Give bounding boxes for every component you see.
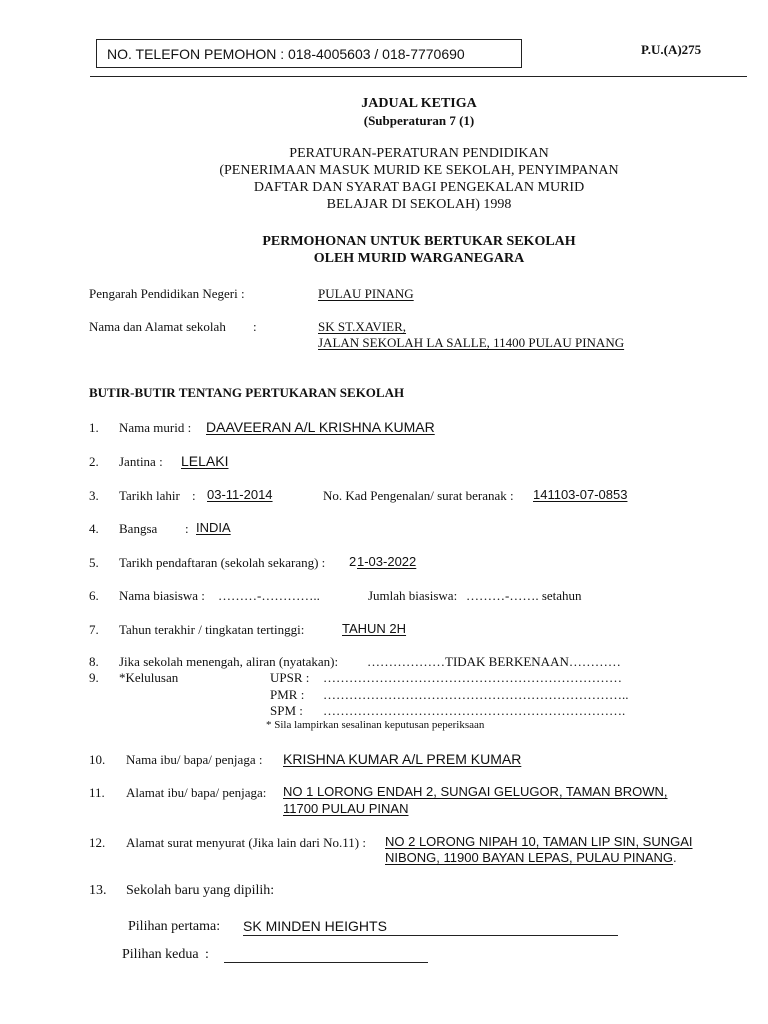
registration-date-prefix: 2 — [349, 554, 357, 569]
regulation-line: BELAJAR DI SEKOLAH) 1998 — [326, 197, 512, 212]
second-choice-line — [224, 962, 428, 963]
schedule-title: JADUAL KETIGA — [361, 96, 477, 111]
school-address-value: JALAN SEKOLAH LA SALLE, 11400 PULAU PINANG — [318, 335, 625, 350]
subregulation-label: (Subperaturan 7 (1) — [363, 113, 475, 128]
school-name-value: SK ST.XAVIER, — [318, 319, 407, 334]
race-colon: : — [185, 521, 189, 536]
phone-number-box — [96, 39, 522, 68]
first-choice-line — [243, 935, 618, 936]
spm-value: ……………………………………………………………. — [323, 703, 626, 718]
item-number: 3. — [89, 488, 99, 503]
item-number: 1. — [89, 420, 99, 435]
item-number: 6. — [89, 588, 99, 603]
student-name-label: Nama murid : — [119, 420, 192, 435]
regulation-line: PERATURAN-PERATURAN PENDIDIKAN — [289, 146, 549, 161]
second-choice-colon: : — [205, 947, 209, 962]
stream-value: ………………TIDAK BERKENAAN………… — [367, 654, 621, 669]
first-choice-label: Pilihan pertama: — [128, 919, 221, 934]
form-title-line: PERMOHONAN UNTUK BERTUKAR SEKOLAH — [262, 234, 576, 249]
dob-label: Tarikh lahir — [119, 488, 180, 503]
last-year-label: Tahun terakhir / tingkatan tertinggi: — [119, 622, 305, 637]
registration-date-label: Tarikh pendaftaran (sekolah sekarang) : — [119, 555, 326, 570]
item-number: 9. — [89, 670, 99, 685]
stream-label: Jika sekolah menengah, aliran (nyatakan): — [119, 654, 339, 669]
regulation-ref-code: P.U.(A)275 — [641, 42, 702, 57]
regulation-line: DAFTAR DAN SYARAT BAGI PENGEKALAN MURID — [253, 180, 585, 195]
results-label: *Kelulusan — [119, 670, 179, 685]
parent-name-label: Nama ibu/ bapa/ penjaga : — [126, 752, 263, 767]
race-label: Bangsa — [119, 521, 158, 536]
mailing-address-label: Alamat surat menyurat (Jika lain dari No.11) : — [126, 835, 366, 850]
header-rule — [90, 76, 747, 77]
item-number: 4. — [89, 521, 99, 536]
last-year-value: TAHUN 2H — [342, 621, 407, 636]
first-choice-value: SK MINDEN HEIGHTS — [243, 918, 387, 934]
second-choice-label: Pilihan kedua — [122, 947, 199, 962]
mailing-address-line-2: NIBONG, 11900 BAYAN LEPAS, PULAU PINANG — [385, 850, 674, 865]
parent-address-label: Alamat ibu/ bapa/ penjaga: — [126, 785, 267, 800]
item-number: 12. — [89, 835, 106, 850]
regulation-line: (PENERIMAAN MASUK MURID KE SEKOLAH, PENYIMPANAN — [219, 163, 619, 178]
upsr-value: …………………………………………………………… — [323, 670, 622, 685]
spm-label: SPM : — [270, 703, 303, 718]
upsr-label: UPSR : — [270, 670, 310, 685]
dob-value: 03-11-2014 — [207, 487, 273, 502]
form-title-line: OLEH MURID WARGANEGARA — [313, 251, 525, 266]
scholarship-label: Nama biasiswa : — [119, 588, 205, 603]
mailing-address-period: . — [673, 850, 677, 865]
scholarship-amount-label: Jumlah biasiswa: — [368, 588, 458, 603]
scholarship-amount-value: ………-……. setahun — [466, 588, 582, 603]
dob-colon: : — [192, 488, 196, 503]
race-value: INDIA — [196, 520, 231, 535]
item-number: 10. — [89, 752, 106, 767]
item-number: 11. — [89, 785, 105, 800]
item-number: 8. — [89, 654, 99, 669]
parent-name-value: KRISHNA KUMAR A/L PREM KUMAR — [283, 751, 522, 767]
pmr-value: …………………………………………………………….. — [323, 687, 629, 702]
item-number: 7. — [89, 622, 99, 637]
pmr-label: PMR : — [270, 687, 305, 702]
school-label: Nama dan Alamat sekolah — [89, 319, 226, 334]
student-name-value: DAAVEERAN A/L KRISHNA KUMAR — [206, 419, 435, 435]
director-value: PULAU PINANG — [318, 286, 414, 301]
results-note: * Sila lampirkan sesalinan keputusan peperiksaan — [266, 719, 485, 731]
scholarship-value: ………-………….. — [218, 588, 320, 603]
section-heading: BUTIR-BUTIR TENTANG PERTUKARAN SEKOLAH — [89, 385, 405, 400]
ic-value: 141103-07-0853 — [533, 487, 628, 502]
ic-label: No. Kad Pengenalan/ surat beranak : — [323, 488, 514, 503]
parent-address-line-1: NO 1 LORONG ENDAH 2, SUNGAI GELUGOR, TAMAN BROWN, — [283, 784, 668, 799]
parent-address-line-2: 11700 PULAU PINAN — [283, 801, 409, 816]
item-number: 5. — [89, 555, 99, 570]
director-label: Pengarah Pendidikan Negeri : — [89, 286, 245, 301]
mailing-address-line-1: NO 2 LORONG NIPAH 10, TAMAN LIP SIN, SUNGAI — [385, 834, 693, 849]
item-number: 13. — [89, 883, 107, 898]
item-number: 2. — [89, 454, 99, 469]
gender-value: LELAKI — [181, 453, 229, 469]
gender-label: Jantina : — [119, 454, 163, 469]
mailing-address-line-2-wrap — [385, 850, 677, 865]
school-colon: : — [253, 319, 257, 334]
phone-label: NO. TELEFON PEMOHON : 018-4005603 / 018-7770690 — [107, 46, 465, 62]
new-school-label: Sekolah baru yang dipilih: — [126, 883, 275, 898]
registration-date-value: 1-03-2022 — [357, 554, 417, 569]
